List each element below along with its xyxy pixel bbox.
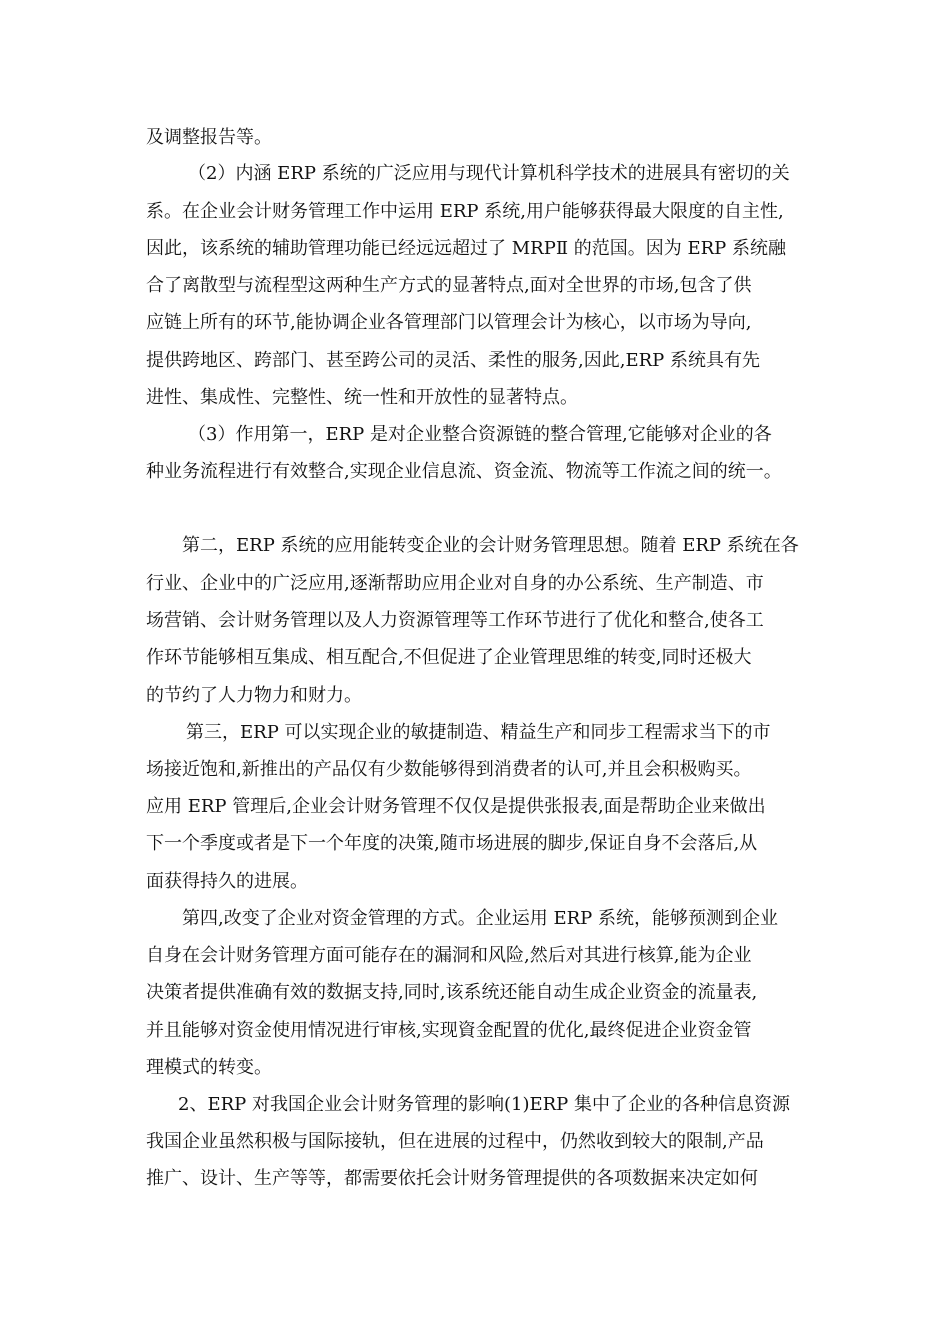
text-line: 提供跨地区、跨部门、甚至跨公司的灵活、柔性的服务,因此,ERP 系统具有先 (146, 350, 760, 371)
text-line: 我国企业虽然积极与国际接轨，但在进展的过程中，仍然收到较大的限制,产品 (146, 1131, 764, 1152)
text-line: 作环节能够相互集成、相互配合,不但促进了企业管理思维的转变,同时还极大 (146, 647, 752, 668)
text-line: 场营销、会计财务管理以及人力资源管理等工作环节进行了优化和整合,使各工 (146, 610, 764, 631)
text-line: 因此，该系统的辅助管理功能已经远远超过了 MRPⅡ 的范国。因为 ERP 系统融 (146, 238, 787, 259)
text-line: 行业、企业中的广泛应用,逐渐帮助应用企业对自身的办公系统、生产制造、市 (146, 573, 764, 594)
text-line: （2）内涵 ERP 系统的广泛应用与现代计算机科学技术的进展具有密切的关 (188, 163, 790, 184)
text-line: 合了离散型与流程型这两种生产方式的显著特点,面对全世界的市场,包含了供 (146, 275, 752, 296)
text-line: 面获得持久的进展。 (146, 871, 308, 892)
text-line: 下一个季度或者是下一个年度的决策,随市场进展的脚步,保证自身不会落后,从 (146, 833, 758, 854)
text-line: 第四,改变了企业对资金管理的方式。企业运用 ERP 系统，能够预测到企业 (182, 908, 778, 929)
text-line: 第三，ERP 可以实现企业的敏捷制造、精益生产和同步工程需求当下的市 (186, 722, 771, 743)
text-line: （3）作用第一，ERP 是对企业整合资源链的整合管理,它能够对企业的各 (188, 424, 772, 445)
text-line: 决策者提供准确有效的数据支持,同时,该系统还能自动生成企业资金的流量表, (146, 982, 758, 1003)
text-line: 并且能够对资金使用情况进行审核,实现資金配置的优化,最终促进企业资金管 (146, 1020, 752, 1041)
text-line: 2、ERP 对我国企业会计财务管理的影响(1)ERP 集中了企业的各种信息资源 (178, 1094, 790, 1115)
text-line: 应链上所有的环节,能协调企业各管理部门以管理会计为核心，以市场为导向, (146, 312, 752, 333)
text-line: 及调整报告等。 (146, 127, 272, 148)
text-line: 自身在会计财务管理方面可能存在的漏洞和风险,然后对其进行核算,能为企业 (146, 945, 752, 966)
text-line: 系。在企业会计财务管理工作中运用 ERP 系统,用户能够获得最大限度的自主性, (146, 201, 784, 222)
text-line: 进性、集成性、完整性、统一性和开放性的显著特点。 (146, 387, 578, 408)
text-line: 第二，ERP 系统的应用能转变企业的会计财务管理思想。随着 ERP 系统在各 (182, 535, 799, 556)
text-line: 应用 ERP 管理后,企业会计财务管理不仅仅是提供张报表,面是帮助企业来做出 (146, 796, 766, 817)
text-line: 种业务流程进行有效整合,实现企业信息流、资金流、物流等工作流之间的统一。 (146, 461, 782, 482)
text-line: 推广、设计、生产等等，都需要依托会计财务管理提供的各项数据来决定如何 (146, 1168, 758, 1189)
text-line: 理模式的转变。 (146, 1057, 272, 1078)
text-line: 的节约了人力物力和财力。 (146, 685, 362, 706)
text-line: 场接近饱和,新推出的产品仅有少数能够得到消费者的认可,并且会积极购买。 (146, 759, 752, 780)
